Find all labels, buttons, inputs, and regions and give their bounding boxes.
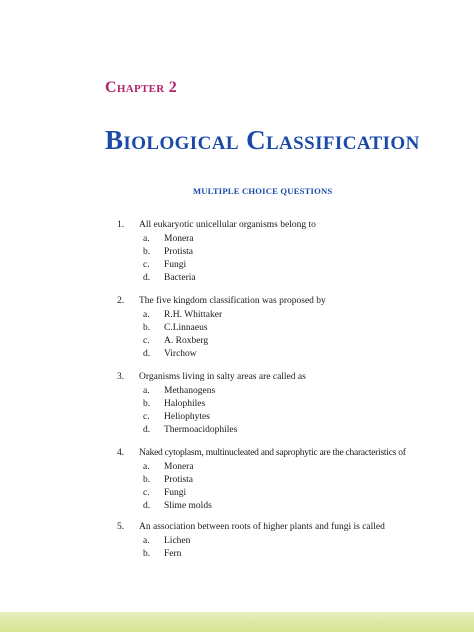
question-item (0, 448, 474, 522)
option-text: A. Roxberg (164, 336, 209, 346)
option-text: Protista (164, 247, 194, 257)
question-number: 2. (117, 296, 125, 306)
question-item (0, 372, 474, 448)
option-letter: b. (143, 399, 151, 409)
question-number: 5. (117, 522, 125, 532)
question-number: 1. (117, 220, 125, 230)
section-heading: MULTIPLE CHOICE QUESTIONS (193, 186, 333, 196)
option-text: Fern (164, 549, 182, 559)
question-item (0, 296, 474, 372)
option-letter: c. (143, 336, 150, 346)
option-letter: a. (143, 234, 150, 244)
question-text: Organisms living in salty areas are called as (139, 372, 306, 382)
question-item (0, 220, 474, 296)
option-letter: a. (143, 462, 150, 472)
question-number: 4. (117, 448, 125, 458)
option-text: Fungi (164, 488, 187, 498)
option-text: Monera (164, 462, 194, 472)
option-text: Virchow (164, 349, 197, 359)
option-text: R.H. Whittaker (164, 310, 223, 320)
option-letter: a. (143, 386, 150, 396)
page-footer-band (0, 612, 474, 632)
option-letter: d. (143, 425, 151, 435)
option-text: Fungi (164, 260, 187, 270)
question-text: All eukaryotic unicellular organisms belong to (139, 220, 316, 230)
option-letter: a. (143, 536, 150, 546)
option-text: Protista (164, 475, 194, 485)
option-text: Heliophytes (164, 412, 210, 422)
option-letter: b. (143, 247, 151, 257)
chapter-title: Biological Classification (105, 125, 420, 155)
question-list (0, 220, 474, 598)
option-text: Slime molds (164, 501, 212, 511)
option-text: Thermoacidophiles (164, 425, 238, 435)
option-letter: c. (143, 412, 150, 422)
option-text: Monera (164, 234, 194, 244)
question-text: The five kingdom classification was proposed by (139, 296, 326, 306)
option-letter: b. (143, 323, 151, 333)
option-text: Halophiles (164, 399, 206, 409)
question-item (0, 522, 474, 598)
option-letter: c. (143, 260, 150, 270)
option-text: Methanogens (164, 386, 216, 396)
option-letter: d. (143, 501, 151, 511)
option-text: Bacteria (164, 273, 196, 283)
option-letter: d. (143, 273, 151, 283)
option-letter: d. (143, 349, 151, 359)
question-text: An association between roots of higher plants and fungi is called (139, 522, 385, 532)
option-letter: c. (143, 488, 150, 498)
option-letter: a. (143, 310, 150, 320)
option-text: C.Linnaeus (164, 323, 208, 333)
question-number: 3. (117, 372, 125, 382)
option-letter: b. (143, 549, 151, 559)
option-text: Lichen (164, 536, 191, 546)
question-text: Naked cytoplasm, multinucleated and saprophytic are the characteristics of (139, 448, 406, 458)
option-letter: b. (143, 475, 151, 485)
chapter-label: Chapter 2 (105, 79, 178, 96)
